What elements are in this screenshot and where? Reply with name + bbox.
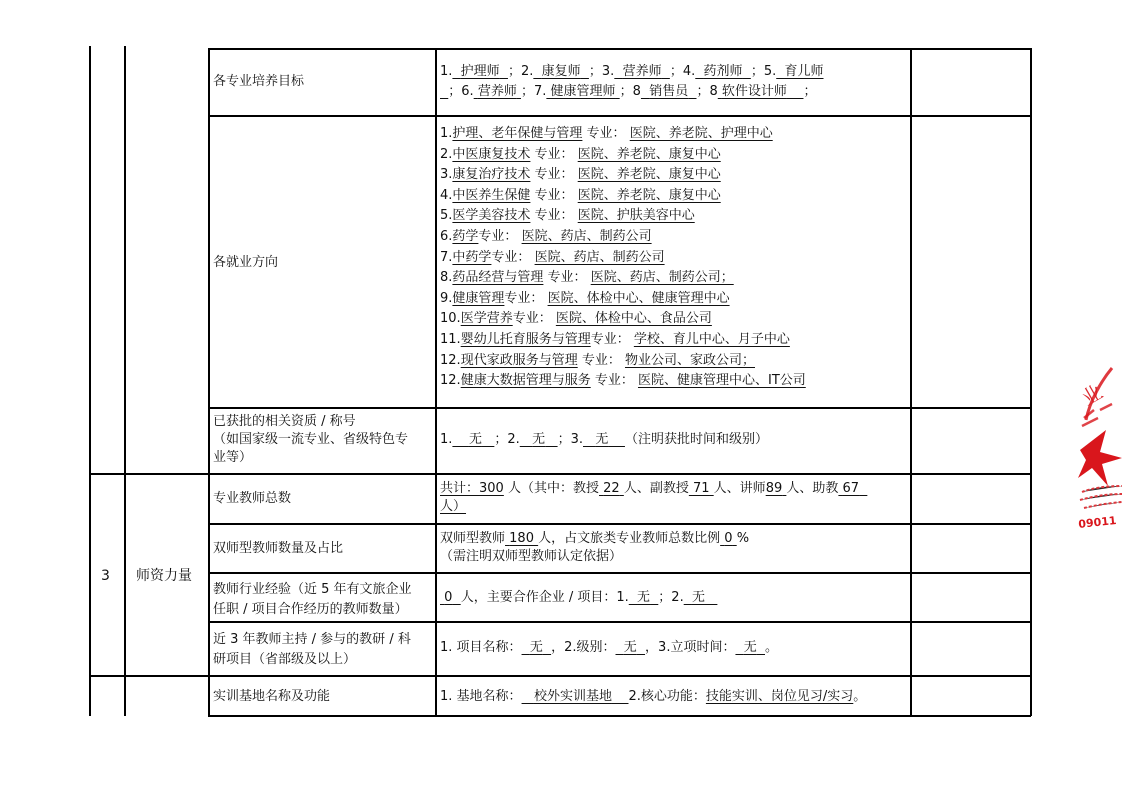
row-line-3 xyxy=(89,473,1031,475)
research-time: 无 xyxy=(743,640,757,655)
employment-item-destination: 医院、养老院、康复中心 xyxy=(577,146,721,162)
left-margin-line-2 xyxy=(124,46,126,716)
employment-item-destination: 医院、护肤美容中心 xyxy=(577,208,695,224)
qualification-label-line-1: 已获批的相关资质 / 称号 xyxy=(213,414,356,429)
row-line-top xyxy=(208,48,1031,50)
employment-item xyxy=(440,330,908,351)
qualification-note: （注明获批时间和级别） xyxy=(624,432,768,447)
assistant-count: 67 xyxy=(842,481,860,496)
employment-item-destination: 医院、健康管理中心、IT公司 xyxy=(637,373,806,389)
training-goals-content xyxy=(440,62,908,102)
employment-item-separator: 专业： xyxy=(530,187,574,203)
dual-teachers-count: 180 xyxy=(509,531,534,546)
teachers-total-label: 专业教师总数 xyxy=(213,491,292,506)
employment-item-number: 10. xyxy=(440,311,461,327)
employment-list xyxy=(440,124,908,392)
employment-item xyxy=(440,165,908,186)
employment-item-destination: 医院、养老院、护理中心 xyxy=(629,126,773,141)
section-number: 3 xyxy=(101,568,110,584)
employment-item-major: 健康管理 xyxy=(452,290,505,306)
employment-item-separator: 专业： xyxy=(577,352,621,368)
row-line-bottom xyxy=(208,715,1031,717)
research-label-line-1: 近 3 年教师主持 / 参与的教研 / 科 xyxy=(213,632,411,647)
employment-item-destination: 医院、药店、制药公司； xyxy=(590,270,734,286)
dual-teachers-ratio: 0 xyxy=(724,531,733,546)
goal-value-7: 健康管理师 xyxy=(550,84,616,99)
employment-item-separator: 专业： xyxy=(512,311,552,327)
training-base-name: 校外实训基地 xyxy=(533,689,612,704)
employment-item-destination: 医院、养老院、康复中心 xyxy=(577,167,721,183)
dual-teachers-label: 双师型教师数量及占比 xyxy=(213,541,344,556)
employment-item xyxy=(440,145,908,166)
employment-item-separator: 专业： xyxy=(590,331,630,347)
research-label xyxy=(213,630,411,670)
training-goals-label: 各专业培养目标 xyxy=(213,74,305,89)
employment-item xyxy=(440,371,908,392)
employment-item-major: 康复治疗技术 xyxy=(452,167,531,183)
research-level: 无 xyxy=(623,640,637,655)
employment-item-major: 中医养生保健 xyxy=(452,187,531,203)
qualification-value-3: 无 xyxy=(595,432,609,447)
industry-exp-label-line-1: 教师行业经验（近 5 年有文旅企业 xyxy=(213,582,412,597)
employment-item-number: 12. xyxy=(440,352,461,368)
employment-item-destination: 医院、养老院、康复中心 xyxy=(577,187,721,203)
employment-item-number: 8. xyxy=(440,270,453,286)
employment-item-number: 4. xyxy=(440,187,453,203)
goal-num-7: ；7. xyxy=(520,84,547,99)
employment-item-number: 12. xyxy=(440,373,461,389)
employment-item xyxy=(440,351,908,372)
goal-value-4: 药剂师 xyxy=(703,64,743,79)
lecturer-count: 89 xyxy=(765,481,783,496)
goal-end: ； xyxy=(803,84,817,99)
goal-value-2: 康复师 xyxy=(541,64,581,79)
official-seal-stamp xyxy=(1072,360,1123,535)
dual-teachers-note: （需注明双师型教师认定依据） xyxy=(440,549,623,564)
employment-item-major: 中药学 xyxy=(452,249,492,265)
industry-exp-count: 0 xyxy=(444,590,453,605)
employment-item-major: 医学营养 xyxy=(460,311,513,327)
employment-item-number: 5. xyxy=(440,208,453,224)
employment-item xyxy=(440,248,908,269)
employment-item-major: 药品经营与管理 xyxy=(452,270,544,286)
employment-item-separator: 专业： xyxy=(582,126,626,141)
qualification-value-1: 无 xyxy=(468,432,482,447)
goal-value-9: 软件设计师 xyxy=(721,84,787,99)
employment-item-major: 药学 xyxy=(452,228,479,244)
industry-exp-label xyxy=(213,580,412,620)
employment-item-number: 6. xyxy=(440,228,453,244)
employment-item-number: 3. xyxy=(440,167,453,183)
goal-value-3: 营养师 xyxy=(622,64,662,79)
table-divider-content xyxy=(910,48,912,716)
employment-item-separator: 专业： xyxy=(530,167,574,183)
table-divider-label xyxy=(435,48,437,716)
employment-item-major: 中医康复技术 xyxy=(452,146,531,162)
employment-item-major: 医学美容技术 xyxy=(452,208,531,224)
row-line-1 xyxy=(208,115,1031,117)
goal-num-6: ；6. xyxy=(448,84,474,99)
employment-item-major: 健康大数据管理与服务 xyxy=(460,373,591,389)
teachers-total-count: 300 xyxy=(479,481,504,496)
employment-item-separator: 专业： xyxy=(590,373,634,389)
employment-item-major: 护理、老年保健与管理 xyxy=(452,126,583,141)
employment-item-number: 7. xyxy=(440,249,453,265)
employment-item-separator: 专业： xyxy=(543,270,587,286)
goal-value-8: 销售员 xyxy=(649,84,689,99)
employment-item xyxy=(440,186,908,207)
training-base-label: 实训基地名称及功能 xyxy=(213,689,331,704)
qualification-label xyxy=(213,413,408,467)
employment-item-number: 9. xyxy=(440,290,453,306)
industry-exp-label-line-2: 任职 / 项目合作经历的教师数量） xyxy=(213,602,408,617)
employment-item xyxy=(440,289,908,310)
employment-item-destination: 医院、药店、制药公司 xyxy=(534,249,665,265)
employment-item xyxy=(440,124,908,145)
qualification-value-2: 无 xyxy=(532,432,546,447)
row-line-7 xyxy=(89,675,1031,677)
employment-item-major: 婴幼儿托育服务与管理 xyxy=(460,331,591,347)
section-title: 师资力量 xyxy=(136,568,192,584)
employment-item-separator: 专业： xyxy=(530,146,574,162)
qualification-content: 1. 无 ；2. 无 ；3. 无 （注明获批时间和级别） xyxy=(440,432,768,447)
employment-item-separator: 专业： xyxy=(504,290,544,306)
assoc-professor-count: 71 xyxy=(692,481,710,496)
svg-text:09011: 09011 xyxy=(1077,514,1118,531)
row-line-6 xyxy=(208,621,1031,623)
employment-item xyxy=(440,309,908,330)
professor-count: 22 xyxy=(603,481,620,496)
employment-item-separator: 专业： xyxy=(491,249,531,265)
table-border-left xyxy=(208,48,210,716)
industry-exp-content: 0 人，主要合作企业 / 项目：1. 无 ；2. 无 xyxy=(440,589,717,607)
employment-item xyxy=(440,227,908,248)
row-line-4 xyxy=(208,523,1031,525)
goal-num-4: ；4. xyxy=(669,64,696,79)
employment-item-major: 现代家政服务与管理 xyxy=(460,352,578,368)
employment-item-destination: 医院、体检中心、健康管理中心 xyxy=(547,290,730,306)
qualification-label-line-3: 业等） xyxy=(213,450,253,465)
goal-num-9: ；8 xyxy=(696,84,718,99)
industry-exp-value-1: 无 xyxy=(637,590,651,605)
training-base-function: 技能实训、岗位见习/实习 xyxy=(705,689,854,704)
table-border-right xyxy=(1030,48,1032,716)
goal-num-2: ；2. xyxy=(507,64,534,79)
dual-teachers-content: 双师型教师 180 人，占文旅类专业教师总数比例 0 % （需注明双师型教师认定依据） xyxy=(440,530,906,566)
employment-item xyxy=(440,206,908,227)
employment-label: 各就业方向 xyxy=(213,255,279,270)
employment-item-number: 2. xyxy=(440,146,453,162)
training-goals-line-1 xyxy=(440,62,908,82)
goal-num-3: ；3. xyxy=(588,64,615,79)
teachers-total-end: 人） xyxy=(440,499,467,514)
employment-item-separator: 专业： xyxy=(530,208,574,224)
svg-text:业: 业 xyxy=(1077,379,1107,411)
left-margin-line-1 xyxy=(89,46,91,716)
employment-item-separator: 专业： xyxy=(478,228,518,244)
row-line-2 xyxy=(208,407,1031,409)
employment-item-number: 11. xyxy=(440,331,461,347)
goal-num-8: ；8 xyxy=(619,84,641,99)
teachers-total-content: 共计：300 人（其中：教授 22 人、副教授 71 人、讲师89 人、助教 67 人） xyxy=(440,480,906,516)
goal-num-5: ；5. xyxy=(750,64,777,79)
industry-exp-value-2: 无 xyxy=(691,590,705,605)
research-content: 1. 项目名称： 无 ，2.级别： 无 ，3.立项时间： 无 。 xyxy=(440,640,779,655)
employment-item-destination: 医院、体检中心、食品公司 xyxy=(555,311,712,327)
qualification-label-line-2: （如国家级一流专业、省级特色专 xyxy=(213,432,409,447)
employment-item-destination: 物业公司、家政公司； xyxy=(624,352,755,368)
goal-value-5: 育儿师 xyxy=(784,64,824,79)
employment-item-number: 1. xyxy=(440,126,453,141)
employment-item xyxy=(440,268,908,289)
employment-item-destination: 学校、育儿中心、月子中心 xyxy=(633,331,790,347)
row-line-5 xyxy=(208,572,1031,574)
goal-num-1: 1. xyxy=(440,64,453,79)
goal-value-6: 营养师 xyxy=(477,84,517,99)
research-label-line-2: 研项目（省部级及以上） xyxy=(213,652,357,667)
training-base-content: 1. 基地名称： 校外实训基地 2.核心功能：技能实训、岗位见习/实习。 xyxy=(440,689,867,704)
employment-item-destination: 医院、药店、制药公司 xyxy=(521,228,652,244)
goal-value-1: 护理师 xyxy=(460,64,500,79)
training-goals-line-2 xyxy=(440,82,908,102)
research-name: 无 xyxy=(529,640,543,655)
